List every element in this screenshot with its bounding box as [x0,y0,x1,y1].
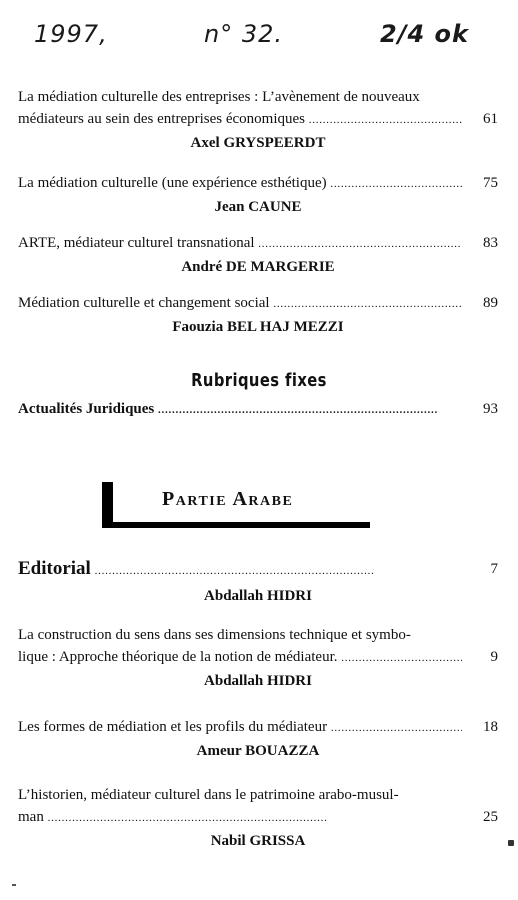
page-number: 75 [462,172,498,194]
entry-title-line-with-leader [18,172,498,195]
page-number: 7 [462,556,498,582]
entry-author: Abdallah HIDRI [204,673,312,689]
entry-author: Faouzia BEL HAJ MEZZI [172,319,344,335]
entry-title-line-with-leader [18,646,498,669]
entry-title-line-with-leader [18,232,498,255]
entry-title-line-with-leader [18,398,498,421]
partie-arabe-banner [102,482,370,528]
entry-author: Nabil GRISSA [210,833,306,849]
scan-speck [508,840,514,846]
entry-title-line: La médiation culturelle des entreprises : L’avènement de nouveaux [18,89,420,105]
rubriques-heading: Rubriques fixes [191,370,327,391]
scan-mark [12,884,16,886]
toc-entry [18,86,498,154]
entry-author: Jean CAUNE [214,199,302,215]
rubrique-item: Actualités Juridiques [18,401,155,417]
entry-title-line-with-leader [18,806,498,829]
page-number: 25 [462,806,498,828]
entry-title-line: L’historien, médiateur culturel dans le patrimoine arabo-musul- [18,787,399,803]
entry-title-text: ARTE, médiateur culturel transnational [18,235,255,251]
entry-title-text: Les formes de médiation et les profils du médiateur [18,719,328,735]
toc-entry-editorial [18,556,498,607]
toc-entry [18,172,498,218]
toc-entry [18,232,498,278]
entry-title-text: La médiation culturelle (une expérience esthétique) [18,175,327,191]
page-number: 89 [462,292,498,314]
entry-author: Ameur BOUAZZA [196,743,320,759]
editorial-label: Editorial [18,558,91,579]
partie-title: Partie Arabe [162,488,294,510]
page-number: 9 [462,646,498,668]
toc-entry [18,784,498,852]
handwritten-year: 1997, [34,20,108,48]
handwritten-issue-number: n° 32. [204,20,284,48]
page-number: 61 [462,108,498,130]
entry-title-text: médiateurs au sein des entreprises économiques [18,111,305,127]
entry-title-text: Médiation culturelle et changement social [18,295,270,311]
toc-entry [18,292,498,338]
entry-title-line-with-leader [18,716,498,739]
entry-title-line-with-leader [18,108,498,131]
toc-entry [18,716,498,762]
entry-author: Axel GRYSPEERDT [190,135,326,151]
toc-entry [18,624,498,692]
entry-author: André DE MARGERIE [181,259,335,275]
page-number: 93 [462,398,498,420]
page-number: 18 [462,716,498,738]
entry-title-line-with-leader [18,292,498,315]
banner-horizontal-bar [102,522,370,528]
entry-title-text: lique : Approche théorique de la notion de médiateur. [18,649,338,665]
entry-title-line-with-leader [18,556,498,584]
entry-author: Abdallah HIDRI [204,588,312,604]
toc-entry [18,398,498,421]
handwritten-check-mark: 2/4 ok [380,20,469,48]
entry-title-line: La construction du sens dans ses dimensions technique et symbo- [18,627,411,643]
page-number: 83 [462,232,498,254]
entry-title-text: man [18,809,44,825]
